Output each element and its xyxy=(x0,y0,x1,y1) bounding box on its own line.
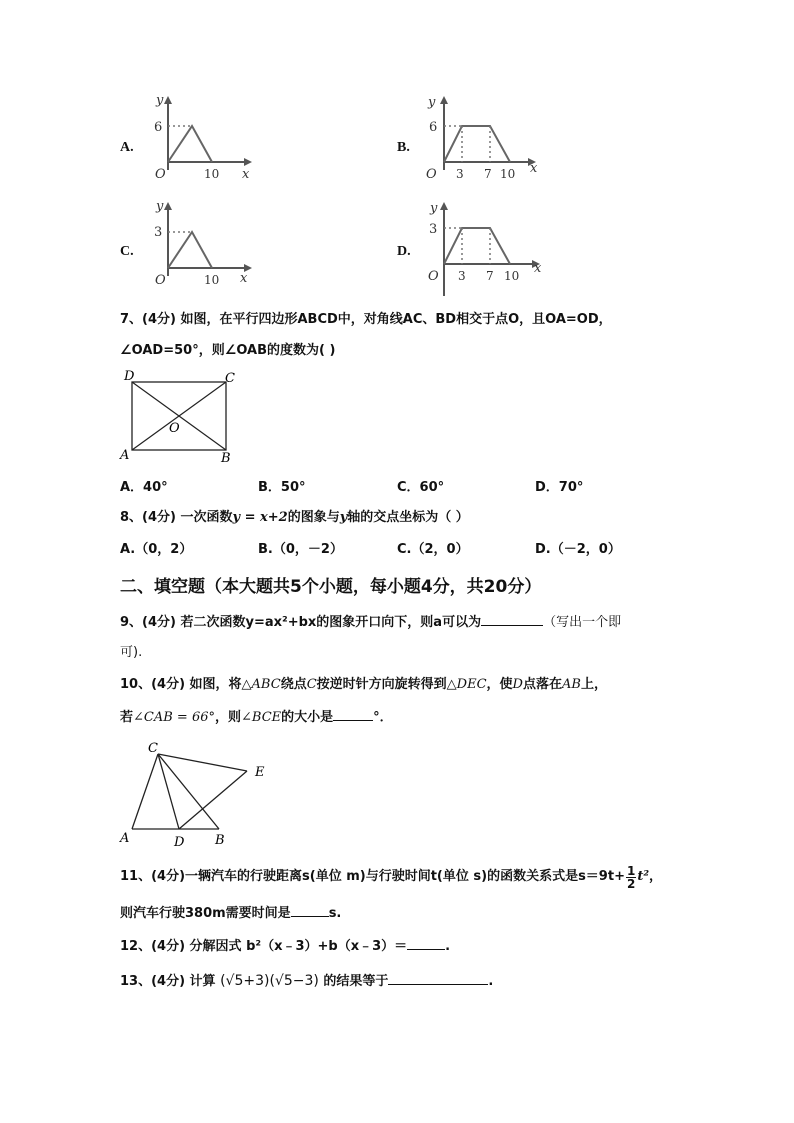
graph-line xyxy=(168,126,212,162)
q10-angle-cab: ∠CAB = 66° xyxy=(133,710,215,725)
option-c-label: C. xyxy=(120,244,134,259)
q8-choice-b: B.（0，－2） xyxy=(258,542,343,557)
q11-line2-suffix: s. xyxy=(328,906,342,921)
q12-line xyxy=(120,935,450,957)
y-tick-label: 6 xyxy=(154,120,163,135)
x-tick-label: 3 xyxy=(456,167,464,181)
q10-text-10: °． xyxy=(373,710,393,725)
q11-line2 xyxy=(120,902,341,924)
q11-prefix: 11、(4分)一辆汽车的行驶距离s(单位 m)与行驶时间t(单位 s)的函数关系式是s＝9t+ xyxy=(120,869,625,884)
y-arrow xyxy=(440,202,448,210)
q8-mid: 的图象与 xyxy=(287,510,340,525)
x-axis-label: x xyxy=(242,167,250,182)
segment-cd xyxy=(158,754,179,829)
origin-label: O xyxy=(428,269,439,284)
q13-suffix: 的结果等于 xyxy=(323,974,389,989)
q7-parallelogram-figure xyxy=(114,366,244,466)
q11-frac-numerator: 1 xyxy=(626,863,636,878)
q11-line1-end: ， xyxy=(649,869,663,884)
q9-line2: 可). xyxy=(120,645,143,660)
q10-line2 xyxy=(120,706,393,728)
q12-suffix: . xyxy=(445,939,451,954)
section-heading: 二、填空题（本大题共5个小题，每小题4分，共20分） xyxy=(120,577,542,597)
q13-prefix: 13、(4分) 计算 xyxy=(120,974,216,989)
q10-text-5: 点落在 xyxy=(522,677,562,692)
point-a-label: A xyxy=(120,831,130,846)
q10-point-d: D xyxy=(512,677,523,692)
q10-text-9: 的大小是 xyxy=(281,710,334,725)
q8-choice-d: D.（－2，0） xyxy=(535,542,621,557)
segment-ce xyxy=(158,754,247,771)
q12-answer-blank[interactable] xyxy=(407,935,445,950)
graph-a xyxy=(140,92,260,182)
q13-answer-blank[interactable] xyxy=(388,970,488,985)
segment-ca xyxy=(132,754,158,829)
q10-text-7: 若 xyxy=(120,710,134,725)
y-arrow xyxy=(164,96,172,104)
option-a-label: A. xyxy=(120,140,134,155)
q8-prefix: 8、(4分) 一次函数 xyxy=(120,510,233,525)
option-d-label: D. xyxy=(397,244,411,259)
x-axis-label: x xyxy=(530,161,538,176)
q10-rotation-figure xyxy=(114,738,274,848)
q11-answer-blank[interactable] xyxy=(291,902,329,917)
q7-choice-c: C．60° xyxy=(397,480,445,495)
q10-text-6: 上， xyxy=(580,677,607,692)
q9-suffix: （写出一个即 xyxy=(543,615,622,630)
q11-t-squared: t² xyxy=(637,869,650,884)
segment-de xyxy=(179,771,247,829)
q7-choice-b: B．50° xyxy=(258,480,306,495)
point-d-label: D xyxy=(124,369,135,384)
y-axis-label: y xyxy=(156,93,164,108)
graph-c xyxy=(140,196,260,288)
y-axis-label: y xyxy=(428,95,436,110)
q8-formula: y = x+2 xyxy=(232,510,288,525)
x-axis-label: x xyxy=(534,261,542,276)
q7-choice-d: D．70° xyxy=(535,480,584,495)
point-b-label: B xyxy=(215,833,225,848)
point-e-label: E xyxy=(255,765,265,780)
q11-line2-prefix: 则汽车行驶380m需要时间是 xyxy=(120,906,291,921)
q10-triangle-dec: △DEC xyxy=(446,677,487,692)
point-b-label: B xyxy=(221,451,231,466)
q11-line1 xyxy=(120,860,662,894)
q7-line1: 7、(4分) 如图，在平行四边形ABCD中，对角线AC、BD相交于点O，且OA=OD， xyxy=(120,312,612,327)
y-tick-label: 3 xyxy=(429,222,438,237)
q10-triangle-abc: △ABC xyxy=(241,677,281,692)
origin-label: O xyxy=(426,167,437,182)
q13-end: . xyxy=(488,974,494,989)
q10-answer-blank[interactable] xyxy=(333,706,373,721)
point-a-label: A xyxy=(120,448,130,463)
q10-text-2: 绕点 xyxy=(280,677,307,692)
x-tick-label: 7 xyxy=(484,167,492,181)
q10-line1 xyxy=(120,675,607,695)
y-tick-label: 3 xyxy=(154,225,163,240)
origin-label: O xyxy=(155,273,166,288)
q10-text-1: 10、(4分) 如图，将 xyxy=(120,677,242,692)
point-c-label: C xyxy=(225,371,235,386)
q9-line1 xyxy=(120,611,621,633)
q11-frac-denominator: 2 xyxy=(626,876,636,891)
q11-fraction xyxy=(626,865,636,890)
y-arrow xyxy=(440,96,448,104)
q10-text-3: 按逆时针方向旋转得到 xyxy=(316,677,447,692)
q13-expression: (√5+3)(√5−3) xyxy=(220,973,319,989)
q10-angle-bce: ∠BCE xyxy=(241,710,282,725)
q8-suffix: 轴的交点坐标为（ ） xyxy=(347,510,469,525)
x-tick-label: 3 xyxy=(458,269,466,283)
graph-b xyxy=(416,92,546,182)
q8-choice-a: A.（0，2） xyxy=(120,542,193,557)
q10-segment-ab: AB xyxy=(562,677,581,692)
q9-prefix: 9、(4分) 若二次函数y=ax²+bx的图象开口向下，则a可以为 xyxy=(120,615,482,630)
point-o-label: O xyxy=(169,421,180,436)
x-tick-label: 10 xyxy=(204,273,220,287)
point-c-label: C xyxy=(148,741,158,756)
q9-answer-blank[interactable] xyxy=(481,611,543,626)
graph-line xyxy=(444,126,510,162)
x-tick-label: 10 xyxy=(504,269,520,283)
y-tick-label: 6 xyxy=(429,120,438,135)
x-tick-label: 10 xyxy=(500,167,516,181)
x-tick-label: 7 xyxy=(486,269,494,283)
q7-choice-a: A．40° xyxy=(120,480,168,495)
y-axis-label: y xyxy=(156,199,164,214)
q12-prefix: 12、(4分) 分解因式 b²（x﹣3）+b（x﹣3）＝ xyxy=(120,939,408,954)
q8-yvar: y xyxy=(339,510,348,525)
option-b-label: B. xyxy=(397,140,410,155)
x-tick-label: 10 xyxy=(204,167,220,181)
q10-text-4: ，使 xyxy=(486,677,513,692)
q10-point-c: C xyxy=(306,677,317,692)
graph-line xyxy=(444,228,510,264)
y-arrow xyxy=(164,202,172,210)
origin-label: O xyxy=(155,167,166,182)
q8-stem xyxy=(120,508,469,528)
point-d-label: D xyxy=(174,835,185,848)
segment-cb xyxy=(158,754,219,829)
graph-line xyxy=(168,232,212,268)
q10-text-8: ，则 xyxy=(215,710,242,725)
x-axis-label: x xyxy=(240,271,248,286)
q8-choice-c: C.（2，0） xyxy=(397,542,469,557)
y-axis-label: y xyxy=(430,201,438,216)
q7-line2: ∠OAD=50°，则∠OAB的度数为( ) xyxy=(120,343,336,358)
graph-d xyxy=(416,196,550,300)
x-arrow xyxy=(244,158,252,166)
q13-line xyxy=(120,970,493,992)
